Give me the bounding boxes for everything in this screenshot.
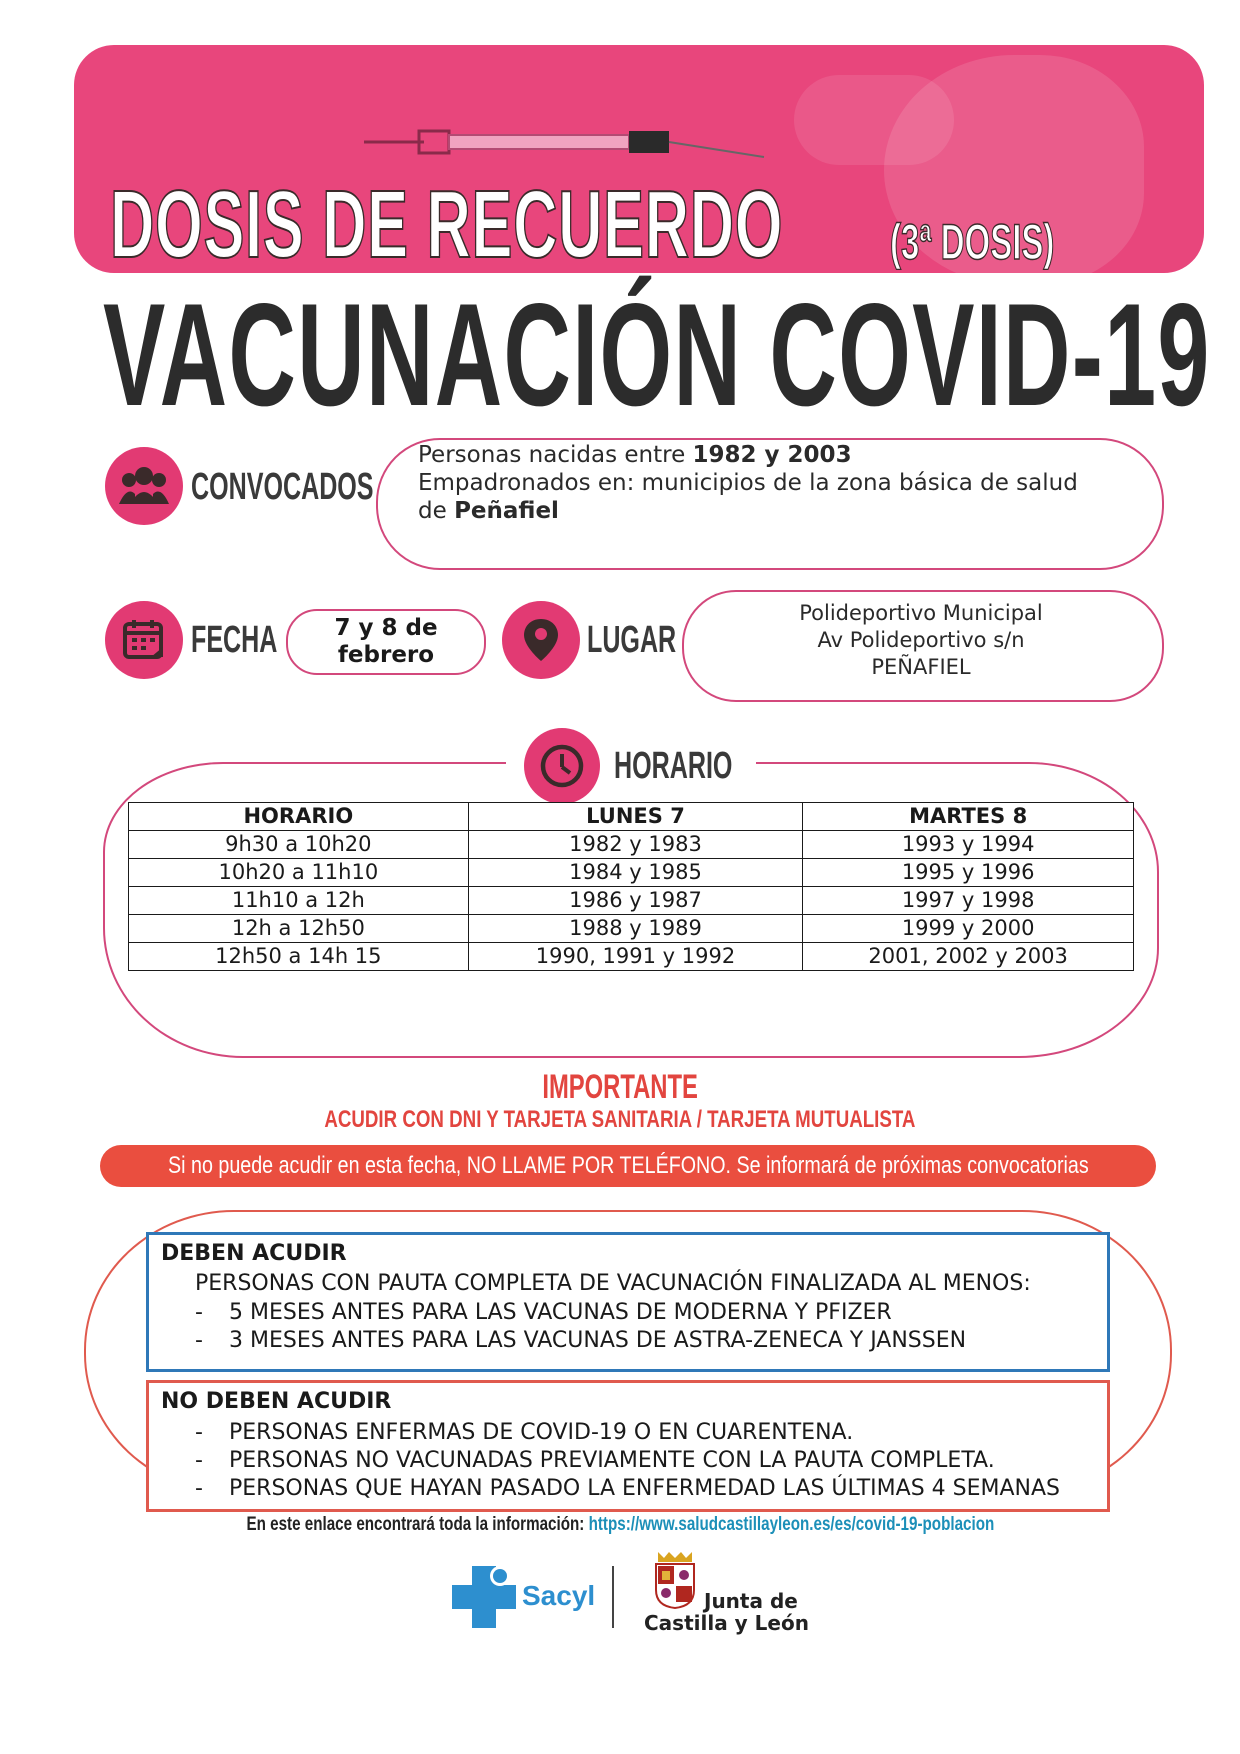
people-icon (105, 447, 183, 525)
table-row (129, 859, 1134, 887)
schedule-table (128, 802, 1134, 971)
lugar-line-3: PEÑAFIEL (871, 655, 971, 679)
deben-acudir-box (146, 1232, 1110, 1372)
deben-item-2: 3 MESES ANTES PARA LAS VACUNAS DE ASTRA-ZENECA Y JANSSEN (229, 1328, 967, 1353)
no-deben-item-2: PERSONAS NO VACUNADAS PREVIAMENTE CON LA PAUTA COMPLETA. (229, 1448, 995, 1473)
cell-martes: 1999 y 2000 (803, 915, 1134, 943)
deben-lead: PERSONAS CON PAUTA COMPLETA DE VACUNACIÓN FINALIZADA AL MENOS: (195, 1271, 1031, 1296)
cell-lunes: 1986 y 1987 (468, 887, 803, 915)
no-deben-acudir-box (146, 1380, 1110, 1512)
no-deben-item-3: PERSONAS QUE HAYAN PASADO LA ENFERMEDAD LAS ÚLTIMAS 4 SEMANAS (229, 1476, 1061, 1501)
schedule-header-row (129, 803, 1134, 831)
banner-subtitle: (3ª DOSIS) (890, 214, 1055, 270)
cell-lunes: 1990, 1991 y 1992 (468, 943, 803, 971)
list-item: - 5 MESES ANTES PARA LAS VACUNAS DE MODERNA Y PFIZER (195, 1300, 892, 1325)
info-link-line (0, 1514, 1240, 1536)
sacyl-logo-text: Sacyl (522, 1580, 596, 1611)
alert-text: Si no puede acudir en esta fecha, NO LLAME POR TELÉFONO. Se informará de próximas convocatorias (167, 1152, 1089, 1179)
info-link-label: En este enlace encontrará toda la información: (246, 1514, 589, 1535)
header-horario: HORARIO (129, 803, 469, 831)
cell-time: 9h30 a 10h20 (129, 831, 469, 859)
alert-banner (100, 1145, 1156, 1187)
cell-time: 12h50 a 14h 15 (129, 943, 469, 971)
list-item: - 3 MESES ANTES PARA LAS VACUNAS DE ASTRA-ZENECA Y JANSSEN (195, 1328, 967, 1353)
list-item: - PERSONAS NO VACUNADAS PREVIAMENTE CON LA PAUTA COMPLETA. (195, 1448, 995, 1473)
importante-subtitle: ACUDIR CON DNI Y TARJETA SANITARIA / TARJETA MUTUALISTA (324, 1106, 916, 1133)
jcyl-line-1: Junta de (704, 1589, 798, 1613)
no-deben-item-1: PERSONAS ENFERMAS DE COVID-19 O EN CUARENTENA. (229, 1420, 854, 1445)
convocados-line1: Personas nacidas entre (418, 442, 693, 468)
info-link[interactable]: https://www.saludcastillayleon.es/es/covid-19-poblacion (588, 1514, 994, 1535)
convocados-years: 1982 y 2003 (692, 442, 852, 468)
cell-time: 11h10 a 12h (129, 887, 469, 915)
jcyl-line-2: Castilla y León (644, 1611, 809, 1635)
lugar-line-1: Polideportivo Municipal (799, 601, 1043, 625)
deben-list (195, 1299, 966, 1355)
finger-image-shape (794, 75, 954, 165)
deben-item-1: 5 MESES ANTES PARA LAS VACUNAS DE MODERNA Y PFIZER (229, 1300, 892, 1325)
cell-lunes: 1984 y 1985 (468, 859, 803, 887)
header-lunes: LUNES 7 (468, 803, 803, 831)
calendar-icon (105, 601, 183, 679)
banner-title: DOSIS DE RECUERDO (110, 171, 784, 278)
cell-time: 10h20 a 11h10 (129, 859, 469, 887)
sacyl-cross-icon (448, 1562, 520, 1632)
deben-title: DEBEN ACUDIR (161, 1241, 347, 1266)
list-item: - PERSONAS QUE HAYAN PASADO LA ENFERMEDAD LAS ÚLTIMAS 4 SEMANAS (195, 1476, 1061, 1501)
convocados-label: CONVOCADOS (191, 466, 374, 508)
cell-martes: 1993 y 1994 (803, 831, 1134, 859)
logo-divider (612, 1566, 614, 1628)
list-item: - PERSONAS ENFERMAS DE COVID-19 O EN CUARENTENA. (195, 1420, 854, 1445)
cell-martes: 2001, 2002 y 2003 (803, 943, 1134, 971)
cell-time: 12h a 12h50 (129, 915, 469, 943)
lugar-text (682, 600, 1160, 681)
importante-heading (0, 1068, 1240, 1107)
main-title: VACUNACIÓN COVID-19 (103, 273, 1211, 436)
convocados-line2: Empadronados en: municipios de la zona básica de salud (418, 470, 1078, 496)
convocados-town: Peñafiel (454, 498, 559, 524)
fecha-box (286, 609, 486, 675)
cell-martes: 1995 y 1996 (803, 859, 1134, 887)
lugar-line-2: Av Polideportivo s/n (817, 628, 1025, 652)
jcyl-logo-text (644, 1590, 809, 1634)
table-row (129, 915, 1134, 943)
fecha-value: 7 y 8 de febrero (334, 615, 438, 668)
importante-subheading (0, 1106, 1240, 1134)
table-row (129, 887, 1134, 915)
header-martes: MARTES 8 (803, 803, 1134, 831)
fecha-label: FECHA (191, 619, 278, 661)
convocados-line3: de (418, 498, 455, 524)
cell-lunes: 1988 y 1989 (468, 915, 803, 943)
cell-lunes: 1982 y 1983 (468, 831, 803, 859)
horario-label: HORARIO (614, 745, 733, 787)
cell-martes: 1997 y 1998 (803, 887, 1134, 915)
importante-title: IMPORTANTE (542, 1068, 698, 1106)
location-pin-icon (502, 601, 580, 679)
table-row (129, 831, 1134, 859)
table-row (129, 943, 1134, 971)
no-deben-title: NO DEBEN ACUDIR (161, 1389, 392, 1414)
clock-icon (524, 728, 600, 804)
convocados-text (418, 441, 1078, 525)
no-deben-list (195, 1419, 1060, 1503)
lugar-label: LUGAR (587, 619, 677, 661)
